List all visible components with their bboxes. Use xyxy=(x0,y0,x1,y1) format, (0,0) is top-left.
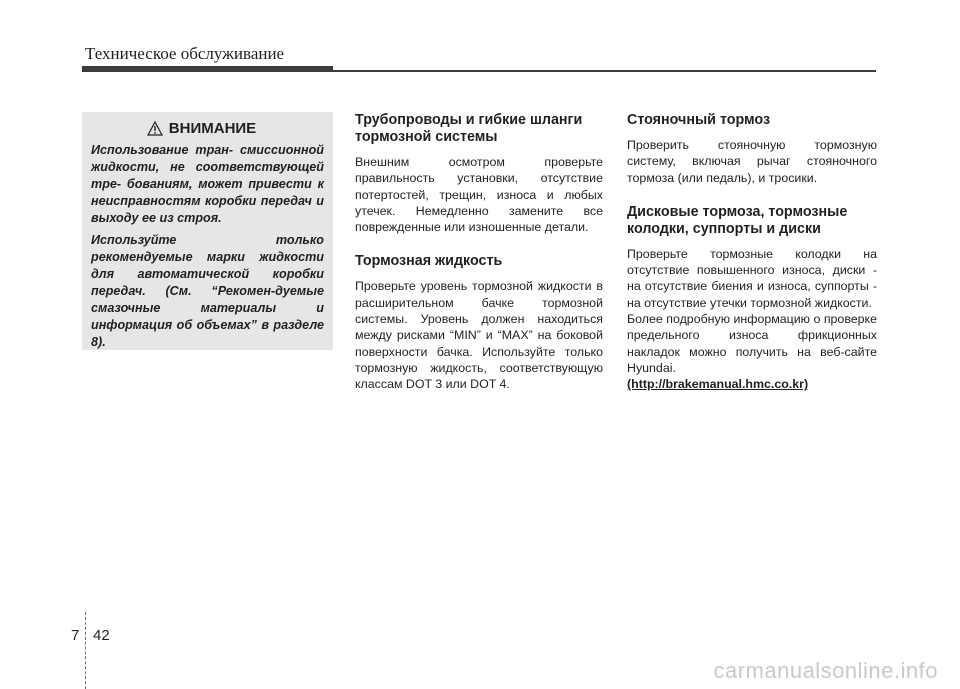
section-text-brake-fluid: Проверьте уровень тормозной жидкости в расширительном бачке тормозной системы. Уровень должен находиться между рисками “MIN” и “MAX” на боковой поверхности бачка. Используйте только тормозную жидкость, соответствующую классам DOT 3 или DOT 4. xyxy=(355,279,603,392)
header-rule-thin xyxy=(333,70,876,72)
section-title-brake-fluid: Тормозная жидкость xyxy=(355,253,503,270)
section-title-brake-lines: Трубопроводы и гибкие шланги тормозной системы xyxy=(355,112,583,145)
column-right xyxy=(627,112,877,393)
footer-divider xyxy=(85,612,86,689)
warning-heading-text: ВНИМАНИЕ xyxy=(168,120,257,137)
section-title-parking-brake: Стояночный тормоз xyxy=(627,112,771,128)
page-number: 42 xyxy=(93,627,110,644)
section-text-disc-brakes-1: Проверьте тормозные колодки на отсутствие повышенного износа, диски - на отсутствие биения и износа, суппорты - на отсутствие утечки тормозной жидкости. xyxy=(627,246,877,310)
section-text-brake-lines: Внешним осмотром проверьте правильность установки, отсутствие потертостей, трещин, износа и любых утечек. Немедленно замените все поврежденные или изношенные детали. xyxy=(355,155,603,235)
warning-triangle-icon xyxy=(147,121,163,136)
warning-heading xyxy=(79,120,324,137)
chapter-number: 7 xyxy=(71,627,80,644)
warning-paragraph-1: Использование тран- смиссионной жидкости, не соответствующей тре- бованиям, может привести к неисправностям коробки передач и выходу ее из строя. xyxy=(91,143,324,225)
header-rule-thick xyxy=(82,66,333,72)
section-text-parking-brake: Проверить стояночную тормозную систему, включая рычаг стояночного тормоза (или педаль), и тросики. xyxy=(627,138,877,185)
page-header-title: Техническое обслуживание xyxy=(85,44,285,63)
warning-box xyxy=(82,112,333,350)
brake-manual-link[interactable]: (http://brakemanual.hmc.co.kr) xyxy=(627,377,809,392)
warning-paragraph-2: Используйте только рекомендуемые марки жидкости для автоматической коробки передач. (См. “Рекомен-дуемые смазочные материалы и информация об объемах” в разделе 8). xyxy=(91,233,324,349)
watermark: carmanualsonline.info xyxy=(713,658,938,683)
section-text-disc-brakes-2: Более подробную информацию о проверке предельного износа фрикционных накладок можно получить на веб-сайте Hyundai. xyxy=(627,312,877,375)
section-title-disc-brakes: Дисковые тормоза, тормозные колодки, суппорты и диски xyxy=(627,203,848,237)
column-middle xyxy=(355,112,603,393)
